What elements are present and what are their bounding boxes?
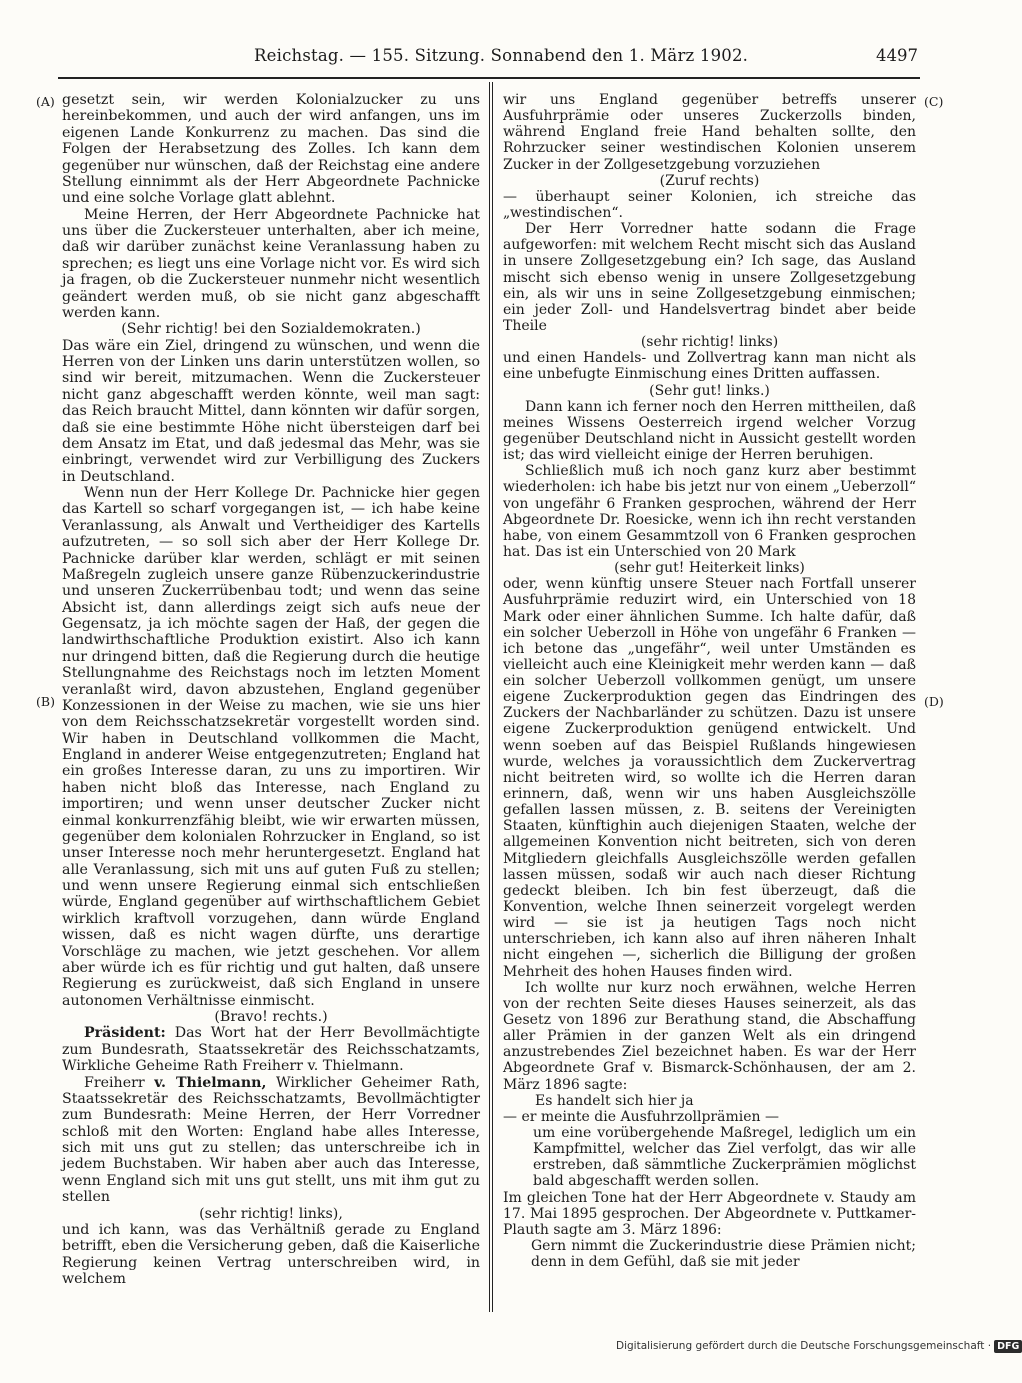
paragraph-text: (Sehr gut! links.) (649, 382, 770, 399)
paragraph-text: und einen Handels- und Zollvertrag kann man nicht als eine unbefugte Einmischung eines Dritten auffassen. (503, 350, 916, 383)
paragraph (503, 1238, 916, 1270)
paragraph-text: oder, wenn künftig unsere Steuer nach Fortfall unserer Ausfuhrprämie reduzirt wird, ein Unterschied von 18 Mark oder einer ähnlichen Summe. Ich halte dafür, daß ein solcher Ueberzoll in Höhe von ungefähr 6 Franken — ich betone das „ungefähr“, weil unter Umständen es vielleicht auch eine Kleinigkeit mehr werden kann — daß ein solcher Ueberzoll vollkommen genügt, um unsere eigene Zuckerproduktion gegen das Eindringen des Zuckers der Nachbarländer zu schützen. Dazu ist unsere eigene Zuckerproduktion genügend entwickelt. Und wenn soeben auf das Beispiel Rußlands hingewiesen wurde, welches ja voraussichtlich dem Zuckervertrag nicht beitreten wird, so wollte ich die Herren daran erinnern, daß, wenn wir uns haben Ausgleichszölle gefallen lassen müssen, z. B. seitens der Vereinigten Staaten, künftighin auch diejenigen Staaten, welche der allgemeinen Konvention nicht beitreten, sich von deren Mitgliedern gleichfalls Ausgleichszölle werden gefallen lassen müssen, sodaß wir auch nach dieser Richtung gedeckt bleiben. Ich bin fest überzeugt, daß die Konvention, welche Ihnen seinerzeit vorgelegt werden wird — sie ist ja heutigen Tags noch nicht unterschrieben, ich kann also auf ihren näheren Inhalt nicht eingehen —, sicherlich die Billigung der großen Mehrheit des hohen Hauses finden wird. (503, 576, 916, 980)
paragraph (503, 221, 916, 334)
paragraph-text: Ich wollte nur kurz noch erwähnen, welche Herren von der rechten Seite dieses Hauses seinerzeit, als das Gesetz von 1896 zur Berathung stand, die Abschaffung aller Prämien in der ganzen Welt als ein dringend anzustrebendes Ziel bezeichnet haben. Es war der Herr Abgeordnete Graf v. Bismarck-Schönhausen, der am 2. März 1896 sagte: (503, 979, 916, 1093)
page-header (58, 44, 918, 70)
paragraph (62, 1025, 480, 1074)
paragraph-text: Gern nimmt die Zuckerindustrie diese Prämien nicht; denn in dem Gefühl, daß sie mit jeder (531, 1237, 916, 1271)
paragraph-text: — überhaupt seiner Kolonien, ich streiche das „westindischen“. (503, 188, 916, 221)
paragraph-text: gesetzt sein, wir werden Kolonialzucker zu uns hereinbekommen, und auch der wird anfangen, uns im eigenen Lande Konkurrenz zu machen. Das sind die Folgen der Herabsetzung des Zolles. Ich kann dem gegenüber nur wünschen, daß der Reichstag eine andere Stellung einnimmt als der Herr Abgeordnete Pachnicke und eine solche Vorlage glatt ablehnt. (62, 92, 480, 207)
interjection (503, 173, 916, 189)
paragraph-text: Dann kann ich ferner noch den Herren mittheilen, daß meines Wissens Oesterreich irgend welcher Vorzug gegenüber Deutschland nicht in Aussicht gestellt worden ist; das wird vielleicht einige der Herren beruhigen. (503, 398, 916, 464)
dfg-logo: DFG (994, 1340, 1022, 1353)
paragraph-text: wir uns England gegenüber betreffs unserer Ausfuhrprämie oder unseres Zuckerzolls binden, während England freie Hand behalten sollte, den Rohrzucker seiner westindischen Kolonien unserem Zucker in der Zollgesetzgebung vorzuziehen (503, 92, 916, 173)
speaker-prefix: Freiherr (84, 1074, 155, 1091)
running-title: Reichstag. — 155. Sitzung. Sonnabend den 1. März 1902. (254, 46, 749, 65)
interjection (503, 334, 916, 350)
paragraph (503, 980, 916, 1093)
interjection (62, 1206, 480, 1222)
interjection (503, 560, 916, 576)
column-divider-left (489, 82, 490, 1312)
paragraph-text: (Zuruf rechts) (659, 172, 760, 189)
paragraph (62, 92, 480, 207)
paragraph-text: Schließlich muß ich noch ganz kurz aber bestimmt wiederholen: ich habe bis jetzt nur von einem „Ueberzoll“ von ungefähr 6 Franken gesprochen, während der Herr Abgeordnete Dr. Roesicke, wenn ich ihn recht verstanden habe, von einem Gesammtzoll von 6 Franken gesprochen hat. Das ist ein Unterschied von 20 Mark (503, 463, 916, 560)
paragraph-text: Der Herr Vorredner hatte sodann die Frage aufgeworfen: mit welchem Recht mischt sich das Ausland in unsere Zollgesetzgebung ein? Ich sage, das Ausland mischt sich ebenso wenig in unsere Zollgesetzgebung ein, als wir uns in seine Zollgesetzgebung einmischen; ein jeder Zoll- und Handelsvertrag bindet aber beide Theile (503, 221, 916, 334)
paragraph (503, 576, 916, 980)
paragraph-text: Wenn nun der Herr Kollege Dr. Pachnicke hier gegen das Kartell so scharf vorgegangen ist, — ich habe keine Veranlassung, als Anwalt und Vertheidiger des Kartells aufzutreten, — so soll sich aber der Herr Kollege Dr. Pachnicke darüber klar werden, schlägt er mit seinen Maßregeln zugleich unsere ganze Rübenzuckerindustrie und unseren Zuckerrübenbau todt; und wenn das seine Absicht ist, dann allerdings zeigt sich aufs neue der Gegensatz, ja ich möchte sagen der Haß, der gegen die landwirthschaftliche Produktion existirt. Also ich kann nur dringend bitten, daß die Regierung durch die heutige Stellungnahme des Reichstags noch im letzten Moment veranlaßt wird, davon abzustehen, England gegenüber Konzessionen in der Weise zu machen, wie sie uns hier von dem Reichsschatzsekretär vorgestellt worden sind. Wir haben in Deutschland vollkommen die Macht, England in anderer Weise entgegenzutreten; England hat ein großes Interesse daran, zu uns zu importiren. Wir haben nicht bloß das Interesse, nach England zu importiren; und wenn unser deutscher Zucker nicht einmal konkurrenzfähig bleibt, wie wir erwarten müssen, gegenüber dem kolonialen Rohrzucker in England, so ist unser Interesse noch mehr heruntergesetzt. England hat alle Veranlassung, sich mit uns auf guten Fuß zu stellen; und wenn unsere Regierung einmal sich entschließen würde, England gegenüber auf wirthschaftlichem Gebiet wirklich kraftvoll vorzugehen, dann würde England wissen, daß es nicht wagen dürfte, uns derartige Vorschläge zu machen, wie jetzt geschehen. Vor allem aber würde ich es für richtig und gut halten, daß unsere Regierung es zurückweist, daß sich England in unsere autonomen Verhältnisse einmischt. (62, 485, 480, 1009)
interjection (62, 321, 480, 337)
paragraph-text: (Sehr richtig! bei den Sozialdemokraten.) (121, 321, 421, 338)
footer-credit: Digitalisierung gefördert durch die Deutsche Forschungsgemeinschaft · (616, 1340, 992, 1352)
paragraph-text: Im gleichen Tone hat der Herr Abgeordnete v. Staudy am 17. Mai 1895 gesprochen. Der Abgeordnete v. Puttkamer-Plauth sagte am 3. März 1896: (503, 1189, 916, 1238)
left-column (62, 92, 480, 1287)
paragraph (62, 485, 480, 1009)
paragraph-text: (sehr gut! Heiterkeit links) (614, 560, 805, 577)
paragraph-text: (Bravo! rechts.) (214, 1009, 328, 1025)
paragraph-text: Das Wort hat der Herr Bevollmächtigte zum Bundesrath, Staatssekretär des Reichsschatzamts, Wirkliche Geheime Rath Freiherr v. Thielmann. (62, 1025, 480, 1075)
right-column (503, 92, 916, 1270)
paragraph-text: (sehr richtig! links) (640, 334, 779, 351)
page-number: 4497 (876, 46, 918, 65)
paragraph (62, 1222, 480, 1288)
paragraph (503, 463, 916, 560)
margin-marker-c: (C) (924, 94, 944, 109)
paragraph-text: (sehr richtig! links), (199, 1205, 343, 1222)
margin-marker-a: (A) (36, 94, 55, 109)
paragraph (503, 1109, 916, 1125)
margin-marker-b: (B) (36, 694, 55, 709)
paragraph (503, 1125, 916, 1190)
paragraph (62, 338, 480, 485)
paragraph (503, 92, 916, 173)
paragraph (62, 1075, 480, 1206)
speaker-name: v. Thielmann, (154, 1074, 267, 1091)
paragraph-text: Wirklicher Geheimer Rath, Staatssekretär des Reichsschatzamts, Bevollmächtigter zum Bundesrath: Meine Herren, der Herr Vorredner schloß mit den Worten: England habe alles Interesse, sich mit uns gut zu stellen; das unterschreibe ich in jedem Buchstaben. Wir haben aber auch das Interesse, wenn England sich mit uns gut stellt, uns mit ihm gut zu stellen (62, 1074, 481, 1206)
paragraph (503, 1093, 916, 1109)
paragraph (503, 350, 916, 382)
paragraph-text: Es handelt sich hier ja (535, 1092, 694, 1109)
paragraph-text: und ich kann, was das Verhältniß gerade zu England betrifft, eben die Versicherung geben, daß die Kaiserliche Regierung keinen Vertrag unterschreiben wird, in welchem (62, 1221, 480, 1287)
paragraph-text: — er meinte die Ausfuhrzollprämien — (503, 1108, 779, 1125)
paragraph (503, 1190, 916, 1238)
paragraph (62, 207, 480, 322)
interjection (503, 383, 916, 399)
header-rule (58, 77, 920, 79)
interjection (62, 1009, 480, 1025)
speaker-name: Präsident: (84, 1025, 166, 1042)
paragraph (503, 399, 916, 464)
paragraph (503, 189, 916, 221)
footer (616, 1340, 1022, 1353)
margin-marker-d: (D) (924, 694, 944, 709)
paragraph-text: Das wäre ein Ziel, dringend zu wünschen, und wenn die Herren von der Linken uns darin unterstützen wollen, so sind wir bereit, mitzumachen. Wenn die Zuckersteuer nicht ganz abgeschafft werden könnte, weil man sagt: das Reich braucht Mittel, dann könnten wir dafür sorgen, daß sie eine bestimmte Höhe nicht übersteigen darf bei dem Ansatz im Etat, und daß jedesmal das Mehr, was sie einbringt, verwendet wird zur Verbilligung des Zuckers in Deutschland. (62, 337, 480, 485)
column-divider-right (492, 82, 493, 1312)
paragraph-text: um eine vorübergehende Maßregel, lediglich um ein Kampfmittel, welcher das Ziel verfolgt, das wir alle erstreben, daß sämmtliche Zuckerprämien möglichst bald abgeschafft werden sollen. (533, 1125, 916, 1190)
paragraph-text: Meine Herren, der Herr Abgeordnete Pachnicke hat uns über die Zuckersteuer unterhalten, aber ich meine, daß wir darüber zunächst keine Veranlassung haben zu sprechen; es liegt uns eine Vorlage nicht vor. Es wird sich ja fragen, ob die Zuckersteuer nunmehr nicht wesentlich geändert werden muß, ob sie nicht ganz abgeschafft werden kann. (62, 206, 480, 321)
